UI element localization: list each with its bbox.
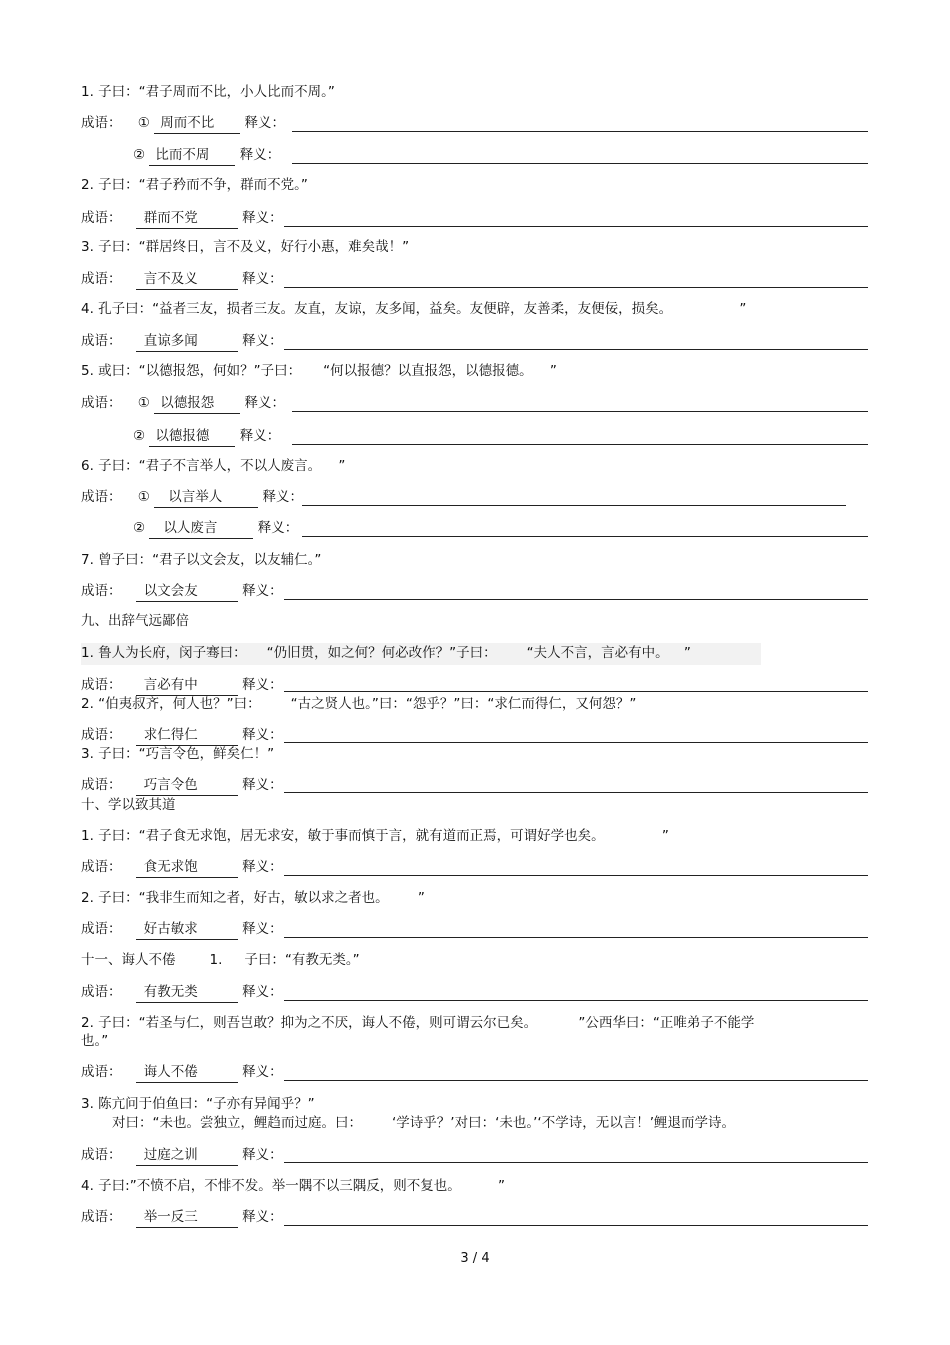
idiom-label: 成语： [81, 395, 122, 411]
definition-label: 释义： [242, 1209, 283, 1225]
quote-close: ” [661, 828, 669, 844]
idiom-term: 诲人不倦 [136, 1063, 238, 1083]
answer-blank[interactable] [292, 163, 868, 164]
idiom-row [81, 726, 283, 746]
answer-blank[interactable] [284, 1162, 868, 1163]
idiom-row [81, 114, 285, 134]
idiom-row [133, 427, 280, 447]
idiom-term: 以文会友 [136, 582, 238, 602]
quote-text: 2. 子曰：“我非生而知之者，好古，敏以求之者也。 [81, 890, 382, 906]
idiom-term: 言不及义 [136, 270, 238, 290]
quote-text: 2. “伯夷叔齐，何人也？”曰： [81, 696, 261, 712]
answer-blank[interactable] [284, 937, 868, 938]
definition-label: 释义： [242, 1064, 283, 1080]
idiom-row [81, 488, 303, 508]
definition-label: 释义： [242, 984, 283, 1000]
quote-line: 3. 陈亢问于伯鱼曰：“子亦有异闻乎？” [81, 1096, 315, 1112]
idiom-label: 成语： [81, 115, 122, 131]
quote-line [81, 643, 761, 665]
definition-label: 释义： [239, 147, 281, 163]
definition-label: 释义： [262, 489, 303, 505]
idiom-term: 以人废言 [149, 519, 253, 539]
idiom-row [81, 270, 283, 290]
quote-line [81, 300, 746, 318]
section-heading: 十、学以致其道 [81, 797, 176, 813]
section-heading: 十一、诲人不倦 [81, 952, 176, 968]
answer-blank[interactable] [284, 1225, 868, 1226]
quote-close: ” [549, 363, 557, 379]
idiom-row [81, 858, 283, 878]
idiom-label: 成语： [81, 777, 122, 793]
definition-label: 释义： [257, 520, 299, 536]
idiom-term: 周而不比 [154, 114, 240, 134]
quote-number: 1. [209, 952, 223, 968]
definition-label: 释义： [242, 333, 283, 349]
quote-line: 2. 子曰：“君子矜而不争，群而不党。” [81, 177, 308, 193]
idiom-row [81, 776, 283, 796]
definition-label: 释义： [242, 677, 283, 693]
definition-label: 释义： [242, 271, 283, 287]
idiom-term: 群而不党 [136, 209, 238, 229]
idiom-term: 以德报怨 [154, 394, 240, 414]
idiom-row [81, 1063, 283, 1083]
answer-blank[interactable] [292, 131, 868, 132]
circled-number: ② [133, 147, 146, 163]
answer-blank[interactable] [284, 1000, 868, 1001]
quote-text: 4. 子曰:”不愤不启，不悱不发。举一隅不以三隅反，则不复也。 [81, 1178, 454, 1194]
idiom-row [133, 519, 298, 539]
answer-blank[interactable] [292, 411, 868, 412]
quote-text: “何以报德？以直报怨，以德报德。 [323, 363, 526, 379]
idiom-term: 有教无类 [136, 983, 238, 1003]
quote-line [81, 889, 425, 907]
idiom-row [81, 582, 283, 602]
idiom-label: 成语： [81, 271, 122, 287]
definition-label: 释义： [242, 859, 283, 875]
idiom-label: 成语： [81, 1209, 122, 1225]
definition-label: 释义： [242, 210, 283, 226]
definition-label: 释义： [242, 921, 283, 937]
quote-line: 3. 子曰：“群居终日，言不及义，好行小惠，难矣哉！” [81, 239, 410, 255]
idiom-label: 成语： [81, 984, 122, 1000]
idiom-term: 以言举人 [154, 488, 258, 508]
idiom-label: 成语： [81, 859, 122, 875]
definition-label: 释义： [239, 428, 281, 444]
circled-number: ① [137, 395, 150, 411]
circled-number: ① [137, 115, 150, 131]
answer-blank[interactable] [284, 792, 868, 793]
answer-blank[interactable] [284, 349, 868, 350]
idiom-label: 成语： [81, 1064, 122, 1080]
quote-line: 也。” [81, 1033, 109, 1049]
answer-blank[interactable] [284, 691, 868, 692]
idiom-row [81, 983, 283, 1003]
idiom-label: 成语： [81, 677, 122, 693]
answer-blank[interactable] [302, 536, 868, 537]
quote-text: 1. 子曰：“君子食无求饱，居无求安，敏于事而慎于言，就有道而正焉，可谓好学也矣。 [81, 828, 598, 844]
quote-line: 7. 曾子曰：“君子以文会友，以友辅仁。” [81, 552, 322, 568]
idiom-row [81, 676, 283, 696]
idiom-label: 成语： [81, 333, 122, 349]
quote-close: ” [338, 458, 346, 474]
answer-blank[interactable] [284, 287, 868, 288]
section-heading: 九、出辞气远鄙倍 [81, 613, 189, 629]
idiom-term: 食无求饱 [136, 858, 238, 878]
quote-close: ” [497, 1178, 505, 1194]
definition-label: 释义： [242, 777, 283, 793]
idiom-label: 成语： [81, 1147, 122, 1163]
definition-label: 释义： [242, 727, 283, 743]
answer-blank[interactable] [292, 444, 868, 445]
answer-blank[interactable] [284, 599, 868, 600]
definition-label: 释义： [242, 583, 283, 599]
idiom-term: 言必有中 [136, 676, 238, 696]
idiom-term: 好古敏求 [136, 920, 238, 940]
idiom-row [81, 209, 283, 229]
definition-label: 释义： [244, 115, 285, 131]
section-heading-row [81, 951, 360, 969]
circled-number: ② [133, 520, 146, 536]
quote-text: 对曰：“未也。尝独立，鲤趋而过庭。曰： [112, 1115, 362, 1131]
quote-text: “古之贤人也。”曰：“怨乎？”曰：“求仁而得仁，又何怨？” [290, 696, 637, 712]
quote-text: 5. 或曰：“以德报怨，何如？”子曰： [81, 363, 302, 379]
idiom-label: 成语： [81, 489, 122, 505]
answer-blank[interactable] [284, 226, 868, 227]
quote-text: 4. 孔子曰：“益者三友，损者三友。友直，友谅，友多闻，益矣。友便辟，友善柔，友便佞，损矣。 [81, 301, 666, 317]
quote-text: ”公西华曰：“正唯弟子不能学 [578, 1015, 755, 1031]
idiom-term: 求仁得仁 [136, 726, 238, 746]
idiom-term: 直谅多闻 [136, 332, 238, 352]
quote-line: 1. 子曰：“君子周而不比，小人比而不周。” [81, 84, 335, 100]
quote-close: ” [683, 645, 691, 661]
idiom-term: 以德报德 [149, 427, 235, 447]
idiom-term: 比而不周 [149, 146, 235, 166]
circled-number: ② [133, 428, 146, 444]
idiom-label: 成语： [81, 921, 122, 937]
idiom-term: 举一反三 [136, 1208, 238, 1228]
quote-text: ‘学诗乎？’对曰：‘未也。’‘不学诗，无以言！’鲤退而学诗。 [392, 1115, 735, 1131]
idiom-row [81, 1146, 283, 1166]
answer-blank[interactable] [284, 875, 868, 876]
quote-line: 3. 子曰：“巧言令色，鲜矣仁！” [81, 746, 275, 762]
answer-blank[interactable] [302, 505, 846, 506]
answer-blank[interactable] [284, 742, 868, 743]
quote-close: ” [417, 890, 425, 906]
quote-text: 6. 子曰：“君子不言举人，不以人废言。 [81, 458, 315, 474]
quote-line [81, 827, 669, 845]
quote-line [81, 1014, 754, 1032]
idiom-label: 成语： [81, 210, 122, 226]
idiom-row [81, 920, 283, 940]
quote-text: 1. 鲁人为长府，闵子骞曰： [81, 645, 247, 661]
idiom-term: 巧言令色 [136, 776, 238, 796]
quote-text: “夫人不言，言必有中。 [526, 645, 662, 661]
circled-number: ① [137, 489, 150, 505]
quote-line [81, 362, 557, 380]
quote-text: 2. 子曰：“若圣与仁，则吾岂敢？抑为之不厌，诲人不倦，则可谓云尔已矣。 [81, 1015, 531, 1031]
idiom-row [81, 394, 285, 414]
quote-text: 子曰：“有教无类。” [244, 952, 360, 968]
page-number: 3 / 4 [460, 1251, 490, 1266]
answer-blank[interactable] [284, 1080, 868, 1081]
idiom-row [81, 332, 283, 352]
quote-text: “仍旧贯，如之何？何必改作？”子曰： [266, 645, 497, 661]
quote-close: ” [739, 301, 747, 317]
idiom-term: 过庭之训 [136, 1146, 238, 1166]
idiom-label: 成语： [81, 727, 122, 743]
idiom-row [133, 146, 280, 166]
quote-line [112, 1114, 735, 1132]
idiom-row [81, 1208, 283, 1228]
quote-line [81, 457, 345, 475]
idiom-label: 成语： [81, 583, 122, 599]
quote-line [81, 695, 636, 713]
definition-label: 释义： [242, 1147, 283, 1163]
quote-line [81, 1177, 505, 1195]
definition-label: 释义： [244, 395, 285, 411]
